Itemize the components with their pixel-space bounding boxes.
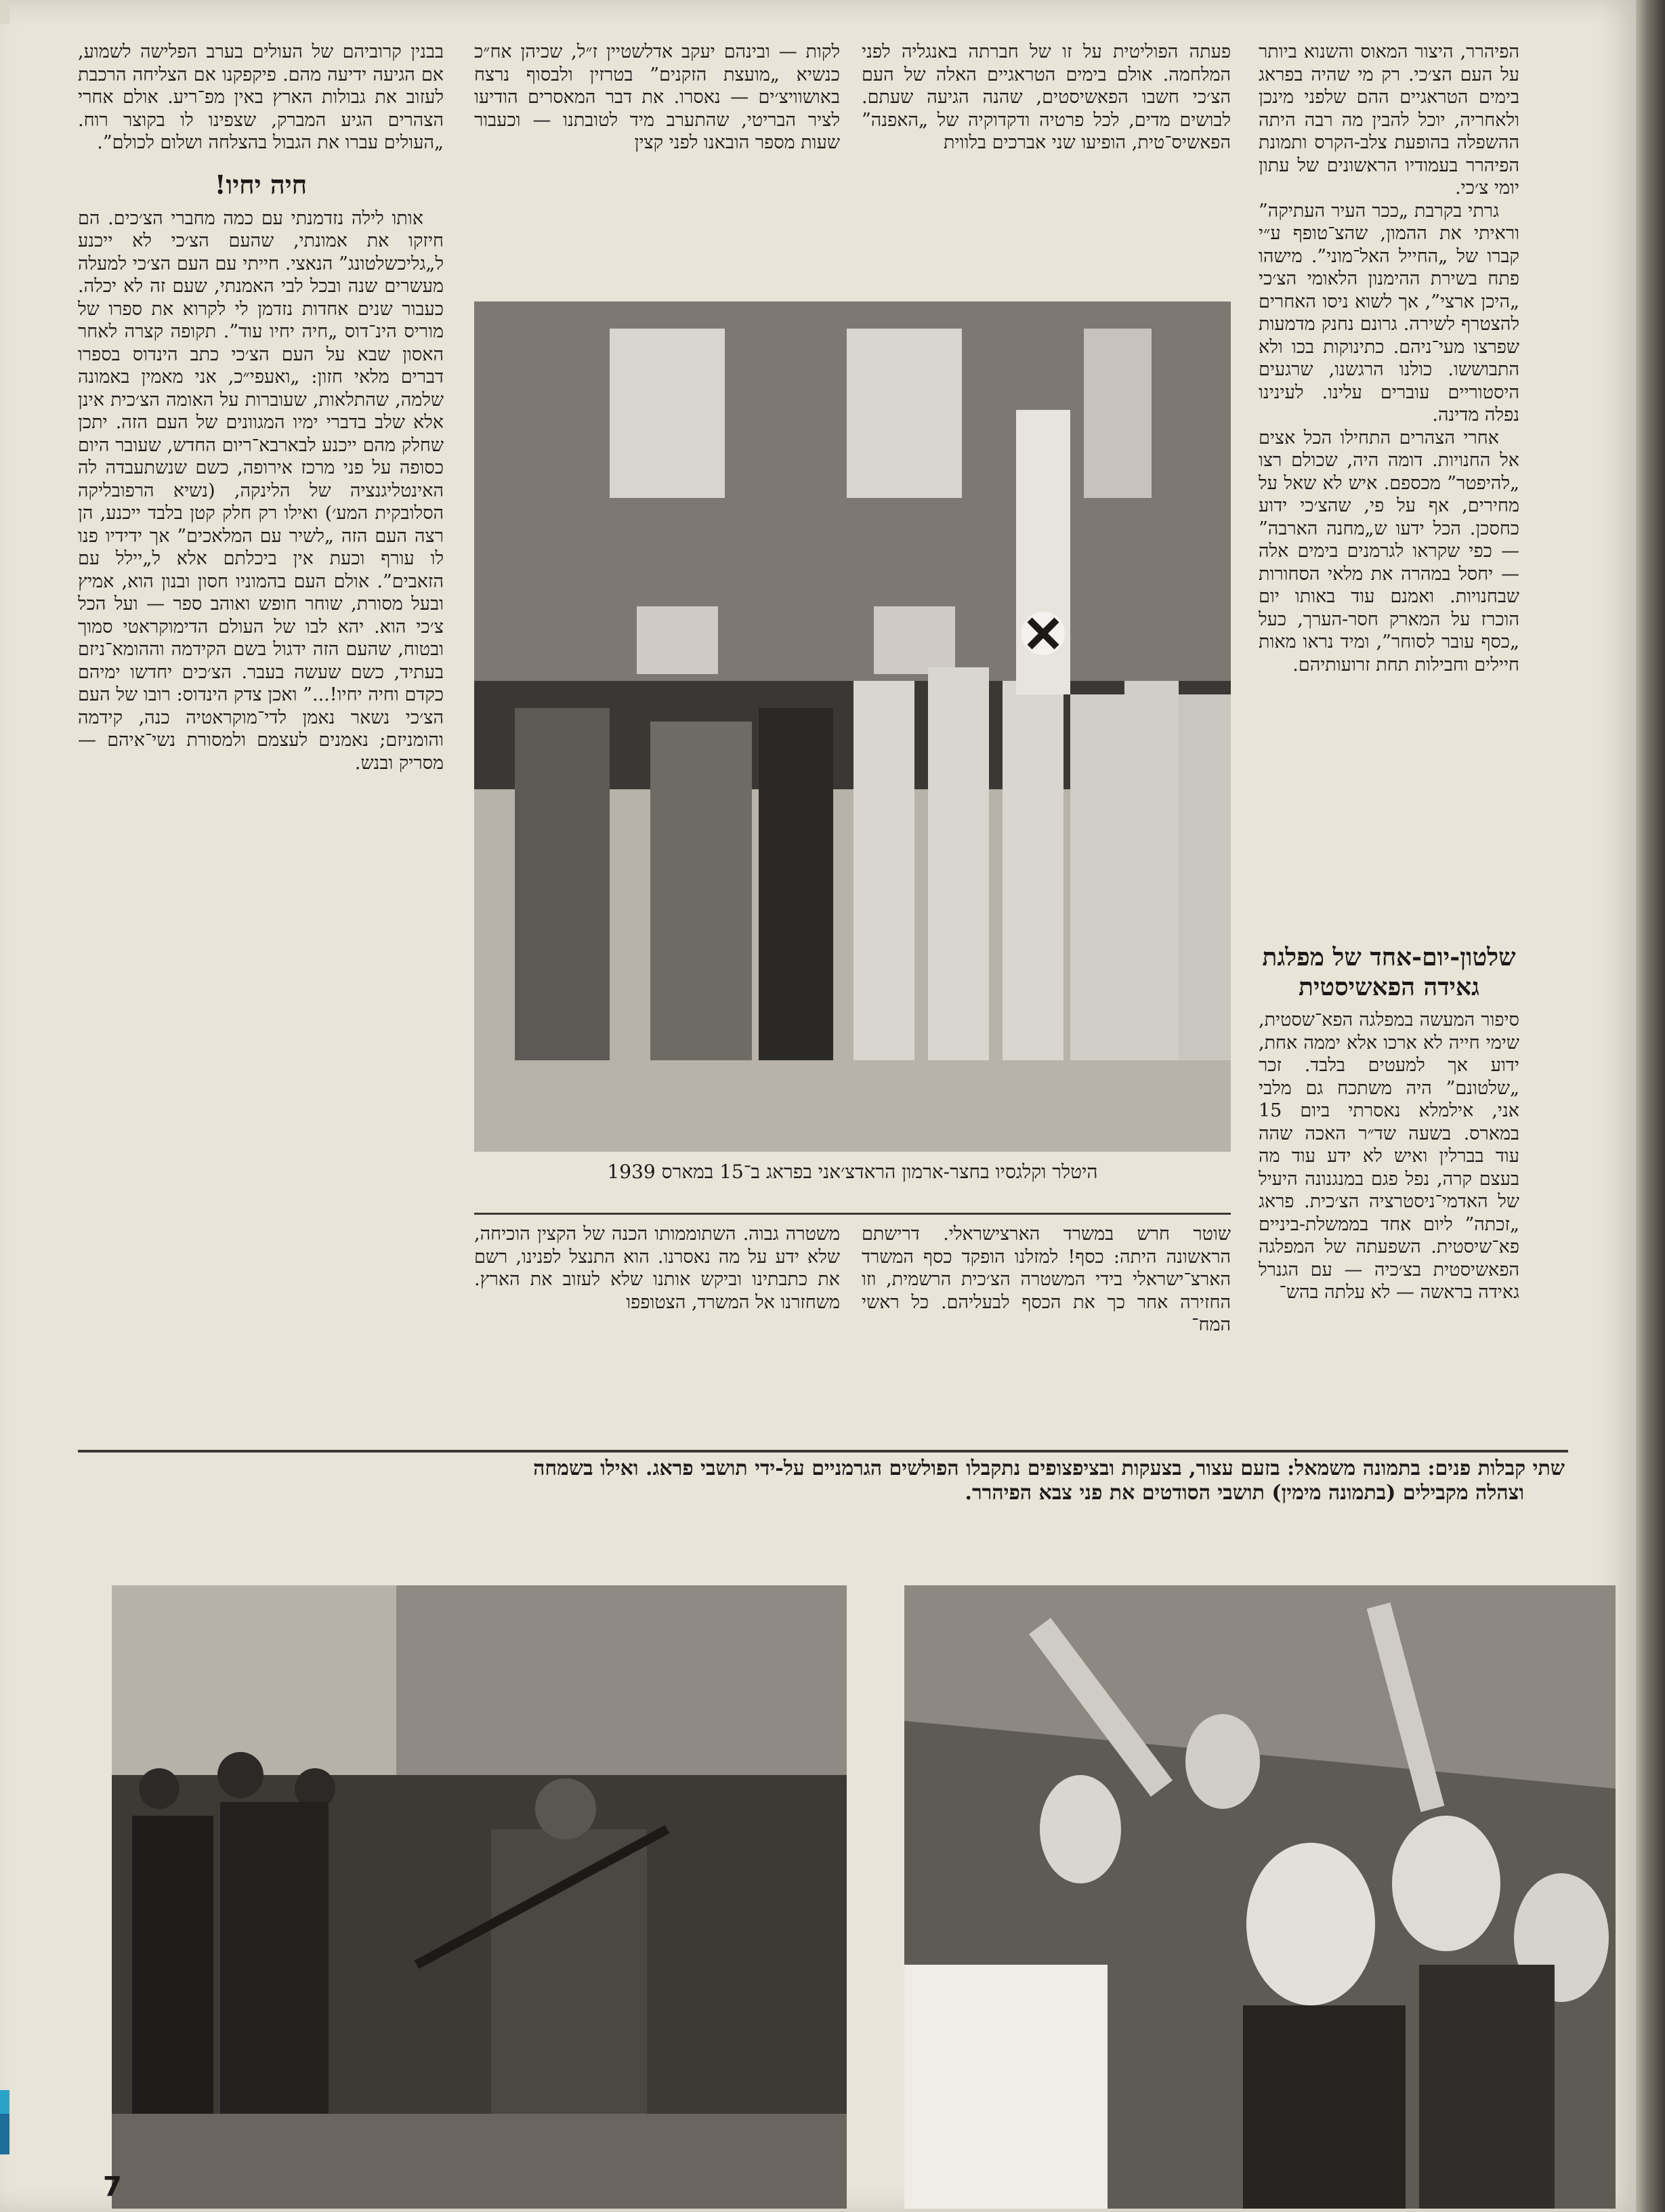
text-column-3-top [474,41,840,285]
section-heading: חיה יחיו! [214,169,308,200]
page-number: 7 [103,2171,122,2203]
text-column-right-lower [1259,938,1519,1389]
edge-tab [0,2114,9,2154]
paragraph: סיפור המעשה במפלגה הפא־שסטית, שימי חייה לא ארכו אלא יממה אחת, ידוע אך למעטים בלבד. זכר „שלטונם” היה משתכח גם מלבי אני, אילמלא נאסרתי ביום 15 במארס. בשעה שד״ר האכה שהה עוד בברלין ואיש לא ידע עוד מה בעצם קרה, נפל פגם במנגנונה היעיל של האדמי־ניסטרציה הצ׳כית. פראג „זכתה” ליום אחד בממשלת-ביניים פא־שיסטית. השפעתה של המפלגה הפאשיסטית בצ׳כיה — עם הגנרל גאידה בראשה — לא עלתה בהש־ [1259,1009,1519,1303]
section-heading: שלטון-יום-אחד של מפלגת גאידה הפאשיסטית [1262,943,1516,1001]
paragraph: אחרי הצהרים התחילו הכל אצים אל החנויות. דומה היה, שכולם רצו „להיפטר” מכספם. איש לא שאל על מחירים, אף על פי, שהצ׳כי ידוע כחסכן. הכל ידעו ש„מחנה הארבה” — כפי שקראו לגרמנים בימים אלה — יחסל במהרה את מלאי הסחורות שבחנויות. ואמנם עוד באותו יום הוכרז על המארק חסר-הערך, כעל „כסף עובר לסוחר”, ומיד נראו מאות חיילים וחבילות תחת זרועותיהם. [1259,427,1519,675]
paragraph: פעתה הפוליטית על זו של חברתה באנגליה לפני המלחמה. אולם בימים הטראגיים האלה של העם הצ׳כי חשבו הפאשיסטים, שהנה הגיעה שעתם. לבושים מדים, לכל פרטיה ודקדוקיה של „האפנה” הפאשיס־טית, הופיעו שני אברכים בלווית [862,41,1231,153]
main-photo [474,301,1231,1152]
text-column-3-bottom [474,1223,840,1389]
paragraph: לקות — ובינהם יעקב אדלשטיין ז״ל, שכיהן אח״כ כנשיא „מועצת הזקנים” בטרזין ולבסוף נרצח באושוויצ׳ים — נאסרו. את דבר המאסרים הודיעו לציר הבריטי, שהתערב מיד לטובתנו — וכעבור שעות מספר הובאנו לפני קצין [474,41,840,153]
text-column-left [78,41,444,1389]
bottom-right-photo-image [904,1585,1616,2209]
caption-line: וצהלה מקבילים (בתמונה מימין) תושבי הסודטים את פני צבא הפיהרר. [965,1481,1524,1505]
paragraph: משטרה גבוה. השתוממותו הכנה של הקצין הוכיחה, שלא ידע על מה נאסרנו. הוא התנצל לפנינו, רשם את כתבתינו וביקש אותנו שלא לעזוב את הארץ. משחזרנו אל המשרד, הצטופפו [474,1224,840,1313]
paragraph: שוטר חרש במשרד הארצישראלי. דרישתם הראשונה היתה: כסף! למזלנו הופקד כסף המשרד הארצ־ישראלי בידי המשטרה הצ׳כית הרשמית, וזו החזירה אחר כך את הכסף לבעליהם. כל ראשי המח־ [862,1224,1231,1335]
text-column-2-top [862,41,1231,285]
paragraph: הפיהרר, היצור המאוס והשנוא ביותר על העם הצ׳כי. רק מי שהיה בפראג בימים הטראגיים ההם שלפני מינכן ולאחריה, יוכל להבין מה רבה היתה ההשפלה בהופעת צלב-הקרס ותמונת הפיהרר בעמודיו הראשונים של עתון יומי צ׳כי. [1259,41,1519,199]
text-column-right [1259,41,1519,915]
caption-line: שתי קבלות פנים: בתמונה משמאל: בזעם עצור, בצעקות ובציפצופים נתקבלו הפולשים הגרמניים על-ידי תושבי פראג. ואילו בשמחה [533,1457,1565,1480]
paragraph: גרתי בקרבת „ככר העיר העתיקה” וראיתי את ההמון, שהצ־טופף ע״י קברו של „החייל האל־מוני”. מישהו פתח בשירת ההימנון הלאומי הצ׳כי „היכן ארצי”, אך לשוא ניסו האחרים להצטרף לשירה. גרונם נחנק מדמעות שפרצו מעי־ניהם. כתינוקות בכו ולא התבוששו. כולנו הרגשנו, שרגעים היסטוריים עוברים עלינו. לעינינו נפלה מדינה. [1259,200,1519,425]
main-photo-image [474,301,1231,1152]
main-photo-caption: היטלר וקלגסיו בחצר-ארמון הראדצ׳אני בפראג ב־15 במארס 1939 [607,1161,1098,1183]
paragraph: בבנין קרוביהם של העולים בערב הפלישה לשמוע, אם הגיעה ידיעה מהם. פיקפקנו אם הצליחה הרכבת לעזוב את גבולות הארץ באין מפ־ריע. אולם אחרי הצהרים הגיע המברק, שצפינו לו בקוצר רוח. „העולים עברו את הגבול בהצלחה ושלום לכולם”. [78,41,444,153]
caption-divider [474,1213,1231,1215]
book-spine [1636,0,1665,2212]
paragraph: אותו לילה נזדמנתי עם כמה מחברי הצ׳כים. הם חיזקו את אמונתי, שהעם הצ׳כי לא ייכנע ל„גליכשלטונג” הנאצי. חייתי עם העם הצ׳כי למעלה מעשרים שנה ובכל לבי האמנתי, שעם זה לא יכלה. כעבור שנים אחדות נזדמן לי לקרוא את ספרו של מוריס הינ־דוס „חיה יחיו עוד”. תקופה קצרה לאחר האסון שבא על העם הצ׳כי כתב הינדוס בספרו דברים מלאי חזון: „ואעפי״כ, אני מאמין באמונה שלמה, שהתלאות, שעוברות על האומה הצ׳כית אינן אלא שלב בדברי ימיו המגוונים של העם הזה. יתכן שחלק מהם ייכנע לבארבא־ריום החדש, שעובר היום כסופה על פני מרכז אירופה, כשם שנשתעבדה לה האינטליגנציה של הלינקה, (נשיא הרפובליקה הסלובקית המע׳) ואילו רק חלק קטן בלבד ייכנע, הן רצה העם הזה „לשיר עם המלאכים” אך ידידיו פנו לו עורף וכעת אין ביכלתם אלא ל„יילל עם הזאבים”. אולם העם בהמוניו חסון ובנון הוא, אמיץ ובעל מסורת, שוחר חופש ואוהב ספר — ועל הכל צ׳כי הוא. יהא לבו של העולם הדימוקראטי סמוך ובטוח, שהעם הזה ידגול בשם הקידמה וההומא־ניזם בעתיד, כשם שעשה בעבר. הצ׳כים יחדשו ימיהם כקדם וחיה יחיו!...” ואכן צדק הינדוס: רובו של העם הצ׳כי נשאר נאמן לדי־מוקראטיה כנה, קידמה והומניזם; נאמנים לעצמם ולמסורת נשי־איהם — מסריק ובנש. [78,207,444,774]
bottom-left-photo-image [112,1585,847,2209]
text-column-2-bottom [862,1223,1231,1389]
edge-tab [0,2090,9,2114]
edge-tab [0,0,9,24]
section-divider [78,1450,1568,1453]
bottom-photos-caption [102,1457,1565,1505]
bottom-right-photo [904,1585,1616,2209]
bottom-left-photo [112,1585,847,2209]
